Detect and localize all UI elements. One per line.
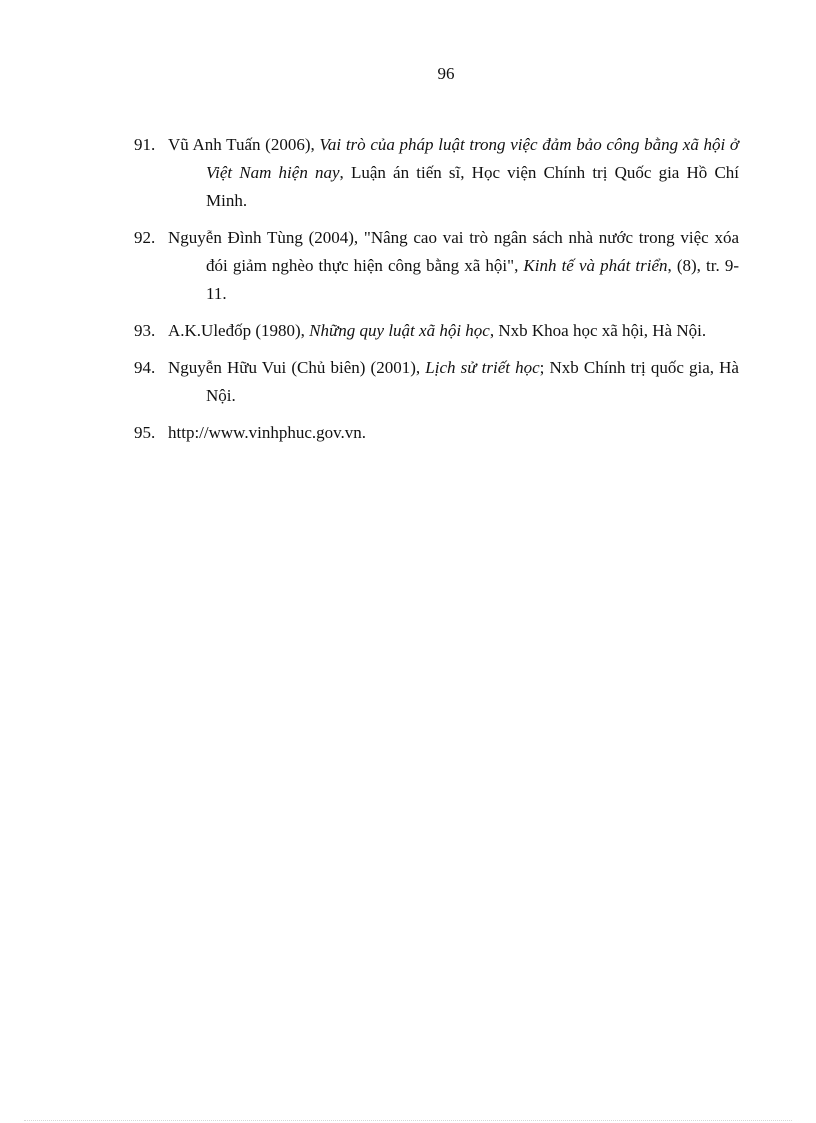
reference-number: 92. (134, 228, 156, 247)
reference-item (134, 419, 739, 447)
page-number: 96 (437, 64, 455, 83)
reference-details: , Nxb Khoa học xã hội, Hà Nội. (489, 321, 707, 340)
reference-details: , (8), tr. 9-11. (206, 256, 739, 303)
reference-details: ; Nxb Chính trị quốc gia, Hà Nội. (206, 358, 739, 405)
reference-list (134, 131, 739, 456)
reference-author: A.K.Uleđốp (1980), (168, 321, 310, 340)
reference-details: , Luận án tiến sĩ, Học viện Chính trị Quốc gia Hồ Chí Minh. (206, 163, 740, 210)
reference-author: Vũ Anh Tuấn (2006), (168, 135, 320, 154)
reference-item (134, 317, 739, 345)
reference-author: Nguyễn Hữu Vui (Chủ biên) (2001), (168, 358, 426, 377)
reference-number: 95. (134, 423, 156, 442)
reference-title: Kinh tế và phát triển (523, 256, 668, 275)
reference-url: http://www.vinhphuc.gov.vn. (168, 423, 367, 442)
reference-author: Nguyễn Đình Tùng (2004), "Nâng cao vai trò ngân sách nhà nước trong việc xóa đói giảm nghèo thực hiện công bằng xã hội", (168, 228, 739, 275)
page-bottom-rule (24, 1120, 792, 1121)
reference-item (134, 224, 739, 308)
reference-title: Lịch sử triết học (425, 358, 540, 377)
reference-title: Những quy luật xã hội học (309, 321, 490, 340)
reference-number: 93. (134, 321, 156, 340)
reference-title: Vai trò của pháp luật trong việc đảm bảo công bằng xã hội ở Việt Nam hiện nay (206, 135, 739, 182)
reference-number: 94. (134, 358, 156, 377)
reference-item (134, 131, 739, 215)
reference-item (134, 354, 739, 410)
reference-number: 91. (134, 135, 156, 154)
